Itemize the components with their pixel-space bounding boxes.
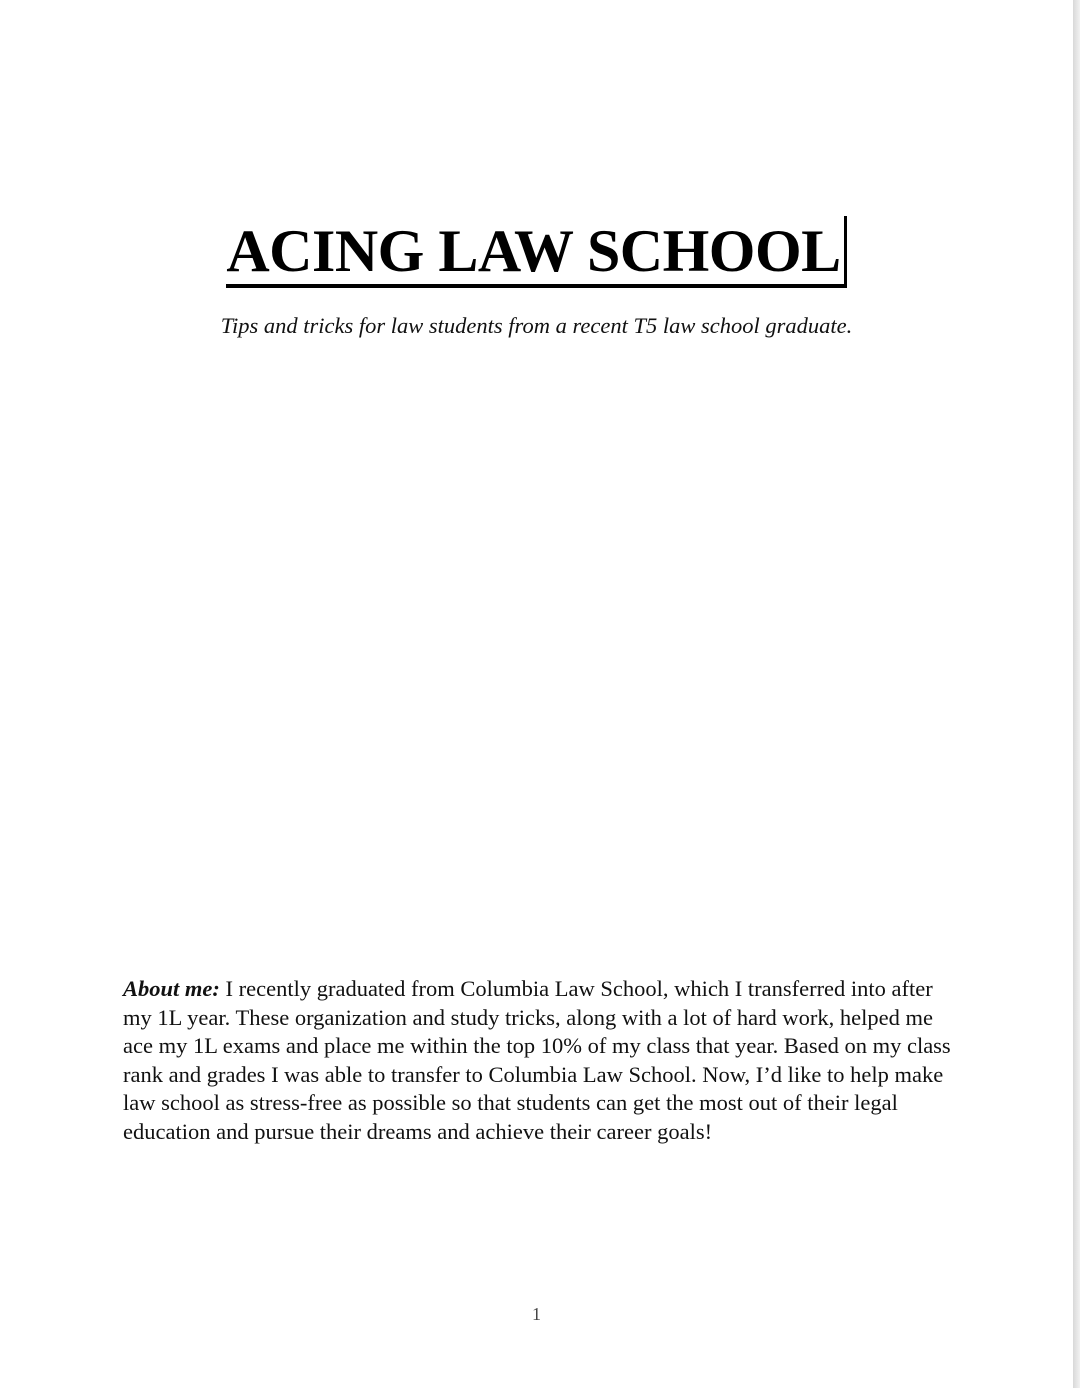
about-label: About me: [123, 976, 220, 1001]
about-text: I recently graduated from Columbia Law School, which I transferred into after my 1L year. These organization and study tricks, along with a lot of hard work, helped me ace my 1L exams and place me within the top 10% of my class that year. Based on my class rank and grades I was able to transfer to Columbia Law School. Now, I’d like to help make law school as stress-free as possible so that students can get the most out of their legal education and pursue their dreams and achieve their career goals! [123, 976, 951, 1144]
document-title-text: ACING LAW SCHOOL [226, 218, 841, 284]
document-subtitle: Tips and tricks for law students from a recent T5 law school graduate. [220, 313, 853, 338]
about-paragraph [123, 975, 953, 1147]
text-cursor [844, 216, 847, 288]
document-title [226, 218, 846, 288]
page-edge [1073, 0, 1080, 1388]
title-container [0, 218, 1073, 288]
page-number: 1 [532, 1304, 541, 1324]
